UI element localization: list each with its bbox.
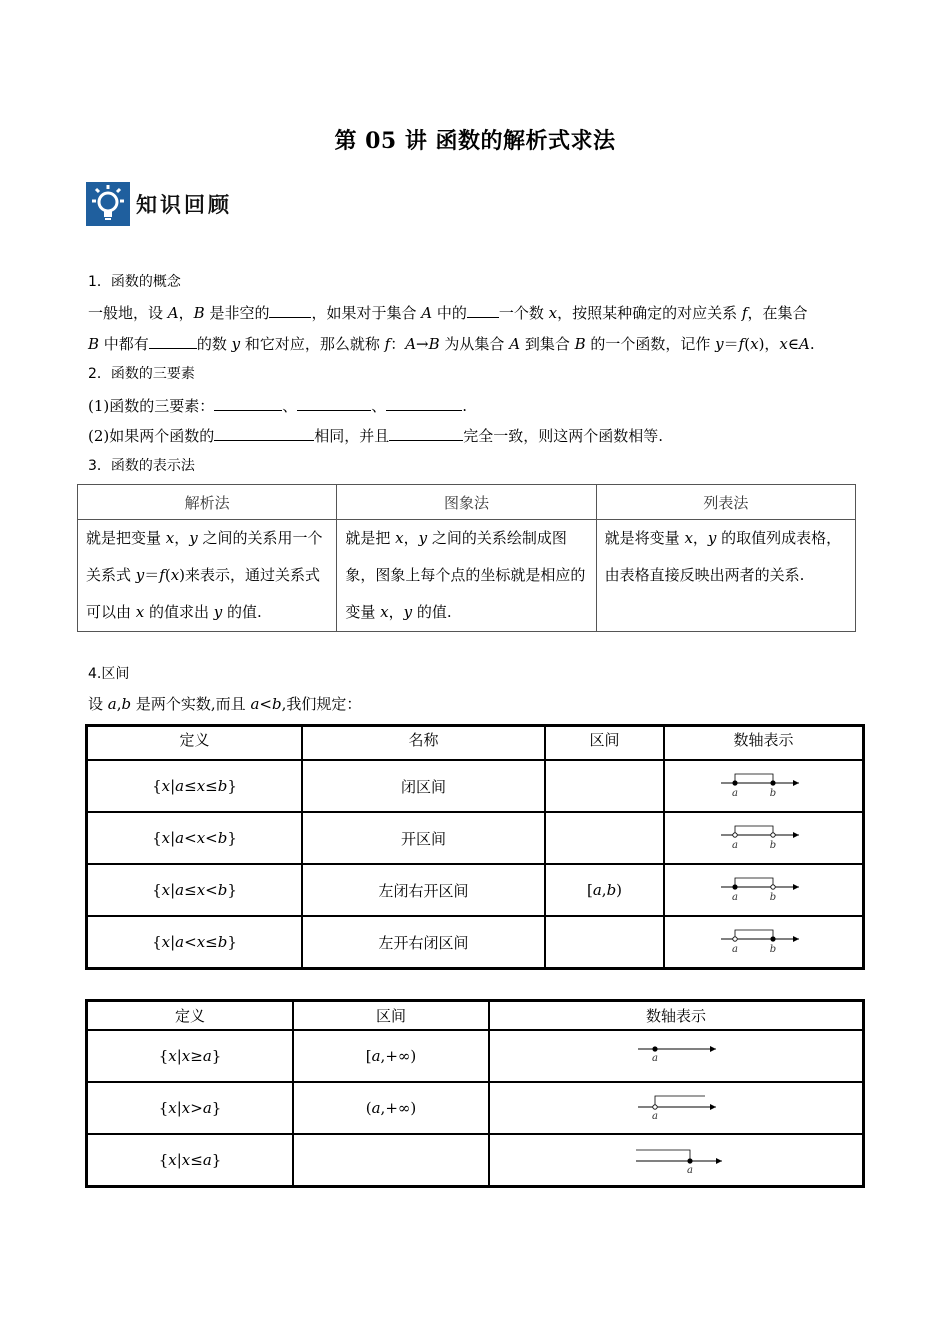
axis-label: b bbox=[769, 840, 776, 851]
axis-label: a bbox=[731, 944, 738, 955]
fill-blank[interactable] bbox=[214, 425, 314, 441]
number-line-cell bbox=[664, 760, 864, 812]
interval-bracket bbox=[735, 826, 773, 835]
table-row bbox=[87, 1134, 864, 1187]
table-header: 数轴表示 bbox=[664, 726, 864, 761]
axis-label: a bbox=[731, 840, 738, 851]
interval-cell[interactable] bbox=[545, 916, 664, 969]
number-line-cell bbox=[489, 1134, 864, 1187]
name-cell: 闭区间 bbox=[302, 760, 545, 812]
interval-bracket bbox=[655, 1096, 705, 1107]
table-row bbox=[87, 864, 864, 916]
open-endpoint bbox=[653, 1105, 657, 1109]
name-cell: 开区间 bbox=[302, 812, 545, 864]
table-header: 解析法 bbox=[78, 485, 337, 520]
axis-arrow bbox=[793, 884, 799, 890]
interval-bracket bbox=[735, 774, 773, 783]
axis-arrow bbox=[710, 1046, 716, 1052]
graph-method-cell: 就是把 x，y 之间的关系绘制成图象，图象上每个点的坐标就是相应的变量 x，y 的值. bbox=[337, 520, 596, 632]
open-endpoint bbox=[732, 833, 736, 837]
axis-arrow bbox=[716, 1158, 722, 1164]
table-header: 图象法 bbox=[337, 485, 596, 520]
interval-cell: [a,+∞) bbox=[293, 1030, 489, 1082]
interval-bracket bbox=[735, 878, 773, 887]
interval-bracket bbox=[735, 930, 773, 939]
number-line-diagram bbox=[490, 1088, 862, 1128]
section1-line2: B 中都有 的数 y 和它对应，那么就称 f：A→B 为从集合 A 到集合 B 的一个函数，记作 y＝f(x)，x∈A. bbox=[88, 335, 815, 353]
table-method-cell: 就是将变量 x，y 的取值列成表格，由表格直接反映出两者的关系. bbox=[596, 520, 855, 632]
table-header: 数轴表示 bbox=[489, 1001, 864, 1031]
axis-arrow bbox=[710, 1104, 716, 1110]
interval-cell[interactable] bbox=[545, 812, 664, 864]
open-endpoint bbox=[770, 885, 774, 889]
section2-item2: (2)如果两个函数的 相同，并且 完全一致，则这两个函数相等. bbox=[88, 427, 664, 445]
axis-arrow bbox=[793, 780, 799, 786]
analytic-method-cell: 就是把变量 x，y 之间的关系用一个关系式 y＝f(x)来表示，通过关系式可以由 x 的值求出 y 的值. bbox=[78, 520, 337, 632]
fill-blank[interactable] bbox=[149, 333, 197, 349]
interval-cell[interactable] bbox=[293, 1134, 489, 1187]
axis-label: a bbox=[652, 1111, 658, 1122]
closed-endpoint bbox=[688, 1159, 692, 1163]
axis-label: a bbox=[731, 788, 738, 799]
axis-arrow bbox=[793, 832, 799, 838]
table-row bbox=[87, 812, 864, 864]
number-line-diagram bbox=[719, 927, 809, 957]
closed-endpoint bbox=[732, 885, 736, 889]
closed-endpoint bbox=[653, 1047, 657, 1051]
infinite-interval-table bbox=[85, 999, 865, 1188]
definition-cell: {x|a≤x≤b} bbox=[87, 760, 303, 812]
fill-blank[interactable] bbox=[214, 395, 282, 411]
open-endpoint bbox=[770, 833, 774, 837]
table-row bbox=[87, 916, 864, 969]
number-line-cell bbox=[489, 1030, 864, 1082]
page-title: 第 05 讲 函数的解析式求法 bbox=[334, 128, 616, 154]
open-endpoint bbox=[732, 937, 736, 941]
lightbulb-icon bbox=[86, 182, 130, 226]
axis-arrow bbox=[793, 936, 799, 942]
number-line-cell bbox=[489, 1082, 864, 1134]
banner-label: 知识回顾 bbox=[136, 193, 232, 217]
section3-heading: 3．函数的表示法 bbox=[88, 458, 195, 474]
closed-endpoint bbox=[770, 781, 774, 785]
name-cell: 左闭右开区间 bbox=[302, 864, 545, 916]
table-header: 名称 bbox=[302, 726, 545, 761]
axis-label: b bbox=[769, 788, 776, 799]
axis-label: a bbox=[652, 1053, 658, 1064]
axis-label: a bbox=[687, 1165, 693, 1176]
definition-cell: {x|a≤x<b} bbox=[87, 864, 303, 916]
definition-cell: {x|x>a} bbox=[87, 1082, 294, 1134]
number-line-diagram bbox=[719, 771, 809, 801]
table-header: 区间 bbox=[545, 726, 664, 761]
definition-cell: {x|x≤a} bbox=[87, 1134, 294, 1187]
finite-interval-table bbox=[85, 724, 865, 970]
fill-blank[interactable] bbox=[386, 395, 462, 411]
table-header: 列表法 bbox=[596, 485, 855, 520]
definition-cell: {x|x≥a} bbox=[87, 1030, 294, 1082]
closed-endpoint bbox=[732, 781, 736, 785]
axis-label: a bbox=[731, 892, 738, 903]
fill-blank[interactable] bbox=[269, 302, 311, 318]
fill-blank[interactable] bbox=[389, 425, 463, 441]
fill-blank[interactable] bbox=[467, 302, 499, 318]
table-header: 定义 bbox=[87, 726, 303, 761]
section-banner bbox=[86, 181, 232, 227]
interval-cell[interactable] bbox=[545, 760, 664, 812]
interval-bracket bbox=[636, 1150, 690, 1161]
table-row bbox=[87, 760, 864, 812]
number-line-cell bbox=[664, 812, 864, 864]
fill-blank[interactable] bbox=[297, 395, 371, 411]
section2-item1: (1)函数的三要素： 、 、 . bbox=[88, 397, 468, 415]
number-line-diagram bbox=[719, 875, 809, 905]
definition-cell: {x|a<x<b} bbox=[87, 812, 303, 864]
table-header: 区间 bbox=[293, 1001, 489, 1031]
interval-cell: [a,b) bbox=[545, 864, 664, 916]
number-line-diagram bbox=[490, 1036, 862, 1076]
closed-endpoint bbox=[770, 937, 774, 941]
section1-heading: 1．函数的概念 bbox=[88, 274, 181, 290]
axis-label: b bbox=[769, 944, 776, 955]
table-row bbox=[87, 1030, 864, 1082]
section2-heading: 2．函数的三要素 bbox=[88, 366, 195, 382]
number-line-cell bbox=[664, 916, 864, 969]
number-line-diagram bbox=[490, 1140, 862, 1180]
name-cell: 左开右闭区间 bbox=[302, 916, 545, 969]
number-line-cell bbox=[664, 864, 864, 916]
axis-label: b bbox=[769, 892, 776, 903]
representation-table bbox=[77, 484, 856, 632]
section4-heading: 4.区间 bbox=[88, 666, 130, 682]
interval-cell: (a,+∞) bbox=[293, 1082, 489, 1134]
section1-line1: 一般地，设 A，B 是非空的 ，如果对于集合 A 中的 一个数 x，按照某种确定的对应关系 f，在集合 bbox=[88, 304, 808, 322]
table-header: 定义 bbox=[87, 1001, 294, 1031]
definition-cell: {x|a<x≤b} bbox=[87, 916, 303, 969]
table-row bbox=[87, 1082, 864, 1134]
section4-intro: 设 a,b 是两个实数,而且 a<b,我们规定： bbox=[88, 695, 362, 713]
number-line-diagram bbox=[719, 823, 809, 853]
